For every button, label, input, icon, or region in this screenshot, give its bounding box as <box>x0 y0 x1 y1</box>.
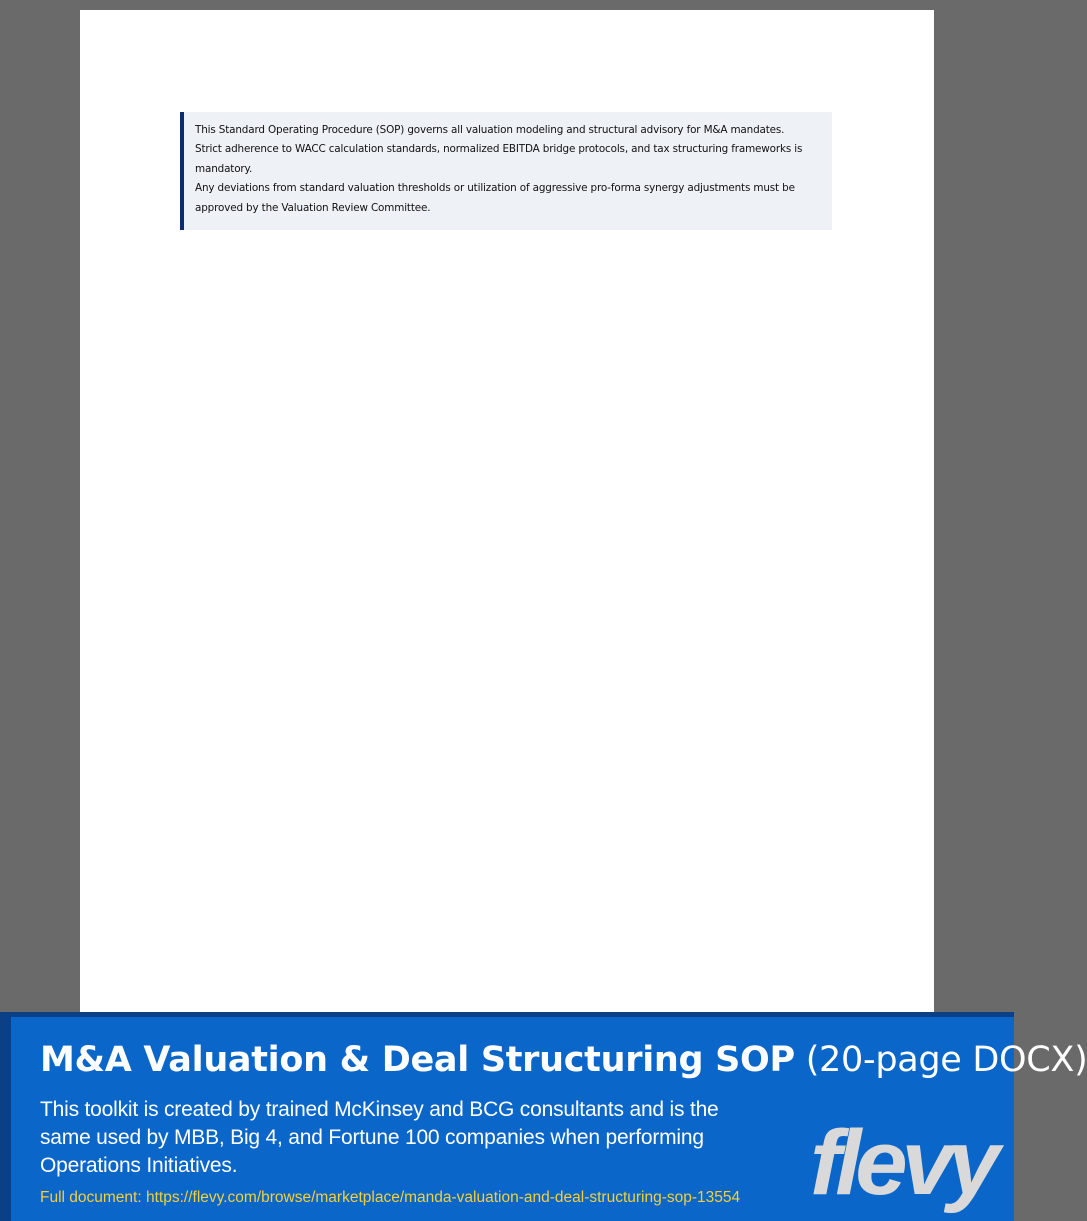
full-document-link-line <box>40 1188 740 1208</box>
banner-title <box>40 1038 1087 1082</box>
banner-title-main: M&A Valuation & Deal Structuring SOP <box>40 1040 795 1080</box>
flevy-logo-text: flevy <box>810 1112 1005 1214</box>
full-document-label: Full document: <box>40 1189 142 1206</box>
callout-paragraph-scope: This Standard Operating Procedure (SOP) governs all valuation modeling and structural advisory for M&A mandates. <box>195 124 785 136</box>
promo-banner <box>0 1012 1087 1221</box>
callout-paragraph-standards: Strict adherence to WACC calculation standards, normalized EBITDA bridge protocols, and tax structuring frameworks is mandatory. <box>195 143 803 175</box>
flevy-logo-icon[interactable] <box>808 1108 1005 1214</box>
banner-top-divider <box>0 1012 1014 1017</box>
banner-description: This toolkit is created by trained McKinsey and BCG consultants and is the same used by MBB, Big 4, and Fortune 100 companies when performing Operations Initiatives. <box>40 1098 719 1177</box>
sop-callout-box <box>180 112 832 230</box>
callout-paragraph-deviations: Any deviations from standard valuation thresholds or utilization of aggressive pro-forma synergy adjustments must be approved by the Valuation Review Committee. <box>195 182 795 214</box>
full-document-link[interactable]: https://flevy.com/browse/marketplace/manda-valuation-and-deal-structuring-sop-13554 <box>145 1189 741 1206</box>
banner-title-format: (20-page DOCX) <box>805 1040 1087 1080</box>
document-page <box>80 10 934 1012</box>
banner-left-accent <box>0 1012 11 1221</box>
